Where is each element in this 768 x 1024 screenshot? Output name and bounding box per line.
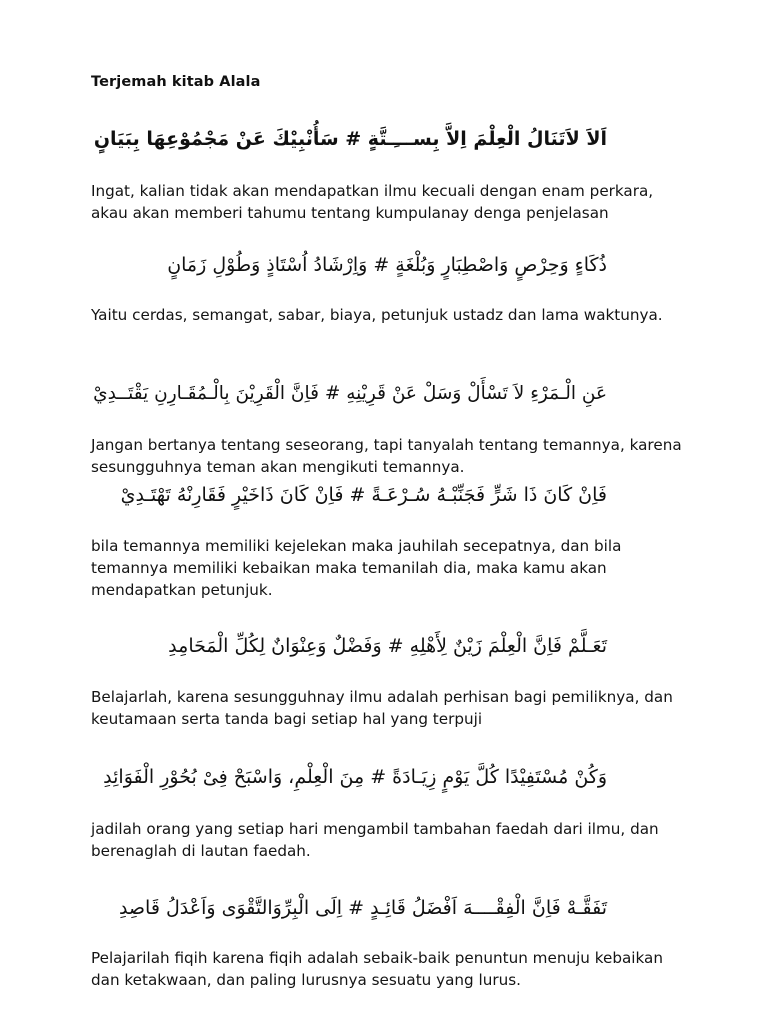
- arabic-verse-2: ذُكَاءٍ وَحِرْصٍ وَاصْطِبَارٍ وَبُلْغَةٍ # وَاِرْشَادُ اُسْتَاذٍ وَطُوْلِ زَمَانٍ: [167, 254, 607, 276]
- arabic-verse-3: عَنِ الْـمَرْءِ لاَ تَسْأَلْ وَسَلْ عَنْ قَرِيْنِهِ # فَاِنَّ الْقَرِيْنَ بِالْـمُقَـارِنِ يَقْتَــدِيْ: [93, 383, 607, 404]
- translation-6: jadilah orang yang setiap hari mengambil tambahan faedah dari ilmu, dan berenaglah di lautan faedah.: [91, 820, 659, 860]
- arabic-verse-1: اَلاَ لاَتَنَالُ الْعِلْمَ اِلاَّ بِســـِـتَّةٍ # سَأُنْبِيْكَ عَنْ مَجْمُوْعِهَا بِبَيَانٍ: [93, 128, 607, 150]
- translation-2: Yaitu cerdas, semangat, sabar, biaya, petunjuk ustadz dan lama waktunya.: [91, 306, 663, 324]
- arabic-verse-5: تَعَـلَّمْ فَاِنَّ الْعِلْمَ زَيْنٌ لِأَهْلِهِ # وَفَضْلٌ وَعِنْوَانٌ لِكُلِّ الْمَحَامِدِ: [168, 635, 607, 657]
- translation-4: bila temannya memiliki kejelekan maka jauhilah secepatnya, dan bila temannya memiliki kebaikan maka temanilah dia, maka kamu akan mendapatkan petunjuk.: [91, 537, 622, 599]
- arabic-verse-7: تَفَقَّـهْ فَاِنَّ الْفِقْــــهَ اَفْضَلُ قَائِـدٍ # اِلَى الْبِرِّوَالتَّقْوَى وَاَعْدَلُ قَاصِدِ: [118, 897, 607, 919]
- translation-3: Jangan bertanya tentang seseorang, tapi tanyalah tentang temannya, karena sesungguhnya teman akan mengikuti temannya.: [91, 436, 682, 476]
- arabic-verse-4: فَاِنْ كَانَ ذَا شَرٍّ فَجَنِّبْـهُ سُـرْعَـةً # فَاِنْ كَانَ ذَاخَيْرٍ فَقَارِنْهُ تَهْتَـدِيْ: [120, 484, 607, 506]
- translation-7: Pelajarilah fiqih karena fiqih adalah sebaik-baik penuntun menuju kebaikan dan ketakwaan, dan paling lurusnya sesuatu yang lurus.: [91, 949, 663, 989]
- translation-5: Belajarlah, karena sesungguhnay ilmu adalah perhisan bagi pemiliknya, dan keutamaan serta tanda bagi setiap hal yang terpuji: [91, 688, 673, 728]
- document-title: Terjemah kitab Alala: [91, 74, 261, 90]
- arabic-verse-6: وَكُنْ مُسْتَفِيْدًا كُلَّ يَوْمٍ زِيَـادَةً # مِنَ الْعِلْمِ، وَاسْبَحْ فِىْ بُحُوْرِ الْفَوَائِدِ: [103, 766, 607, 788]
- translation-1: Ingat, kalian tidak akan mendapatkan ilmu kecuali dengan enam perkara, akau akan memberi tahumu tentang kumpulanay denga penjelasan: [91, 182, 654, 222]
